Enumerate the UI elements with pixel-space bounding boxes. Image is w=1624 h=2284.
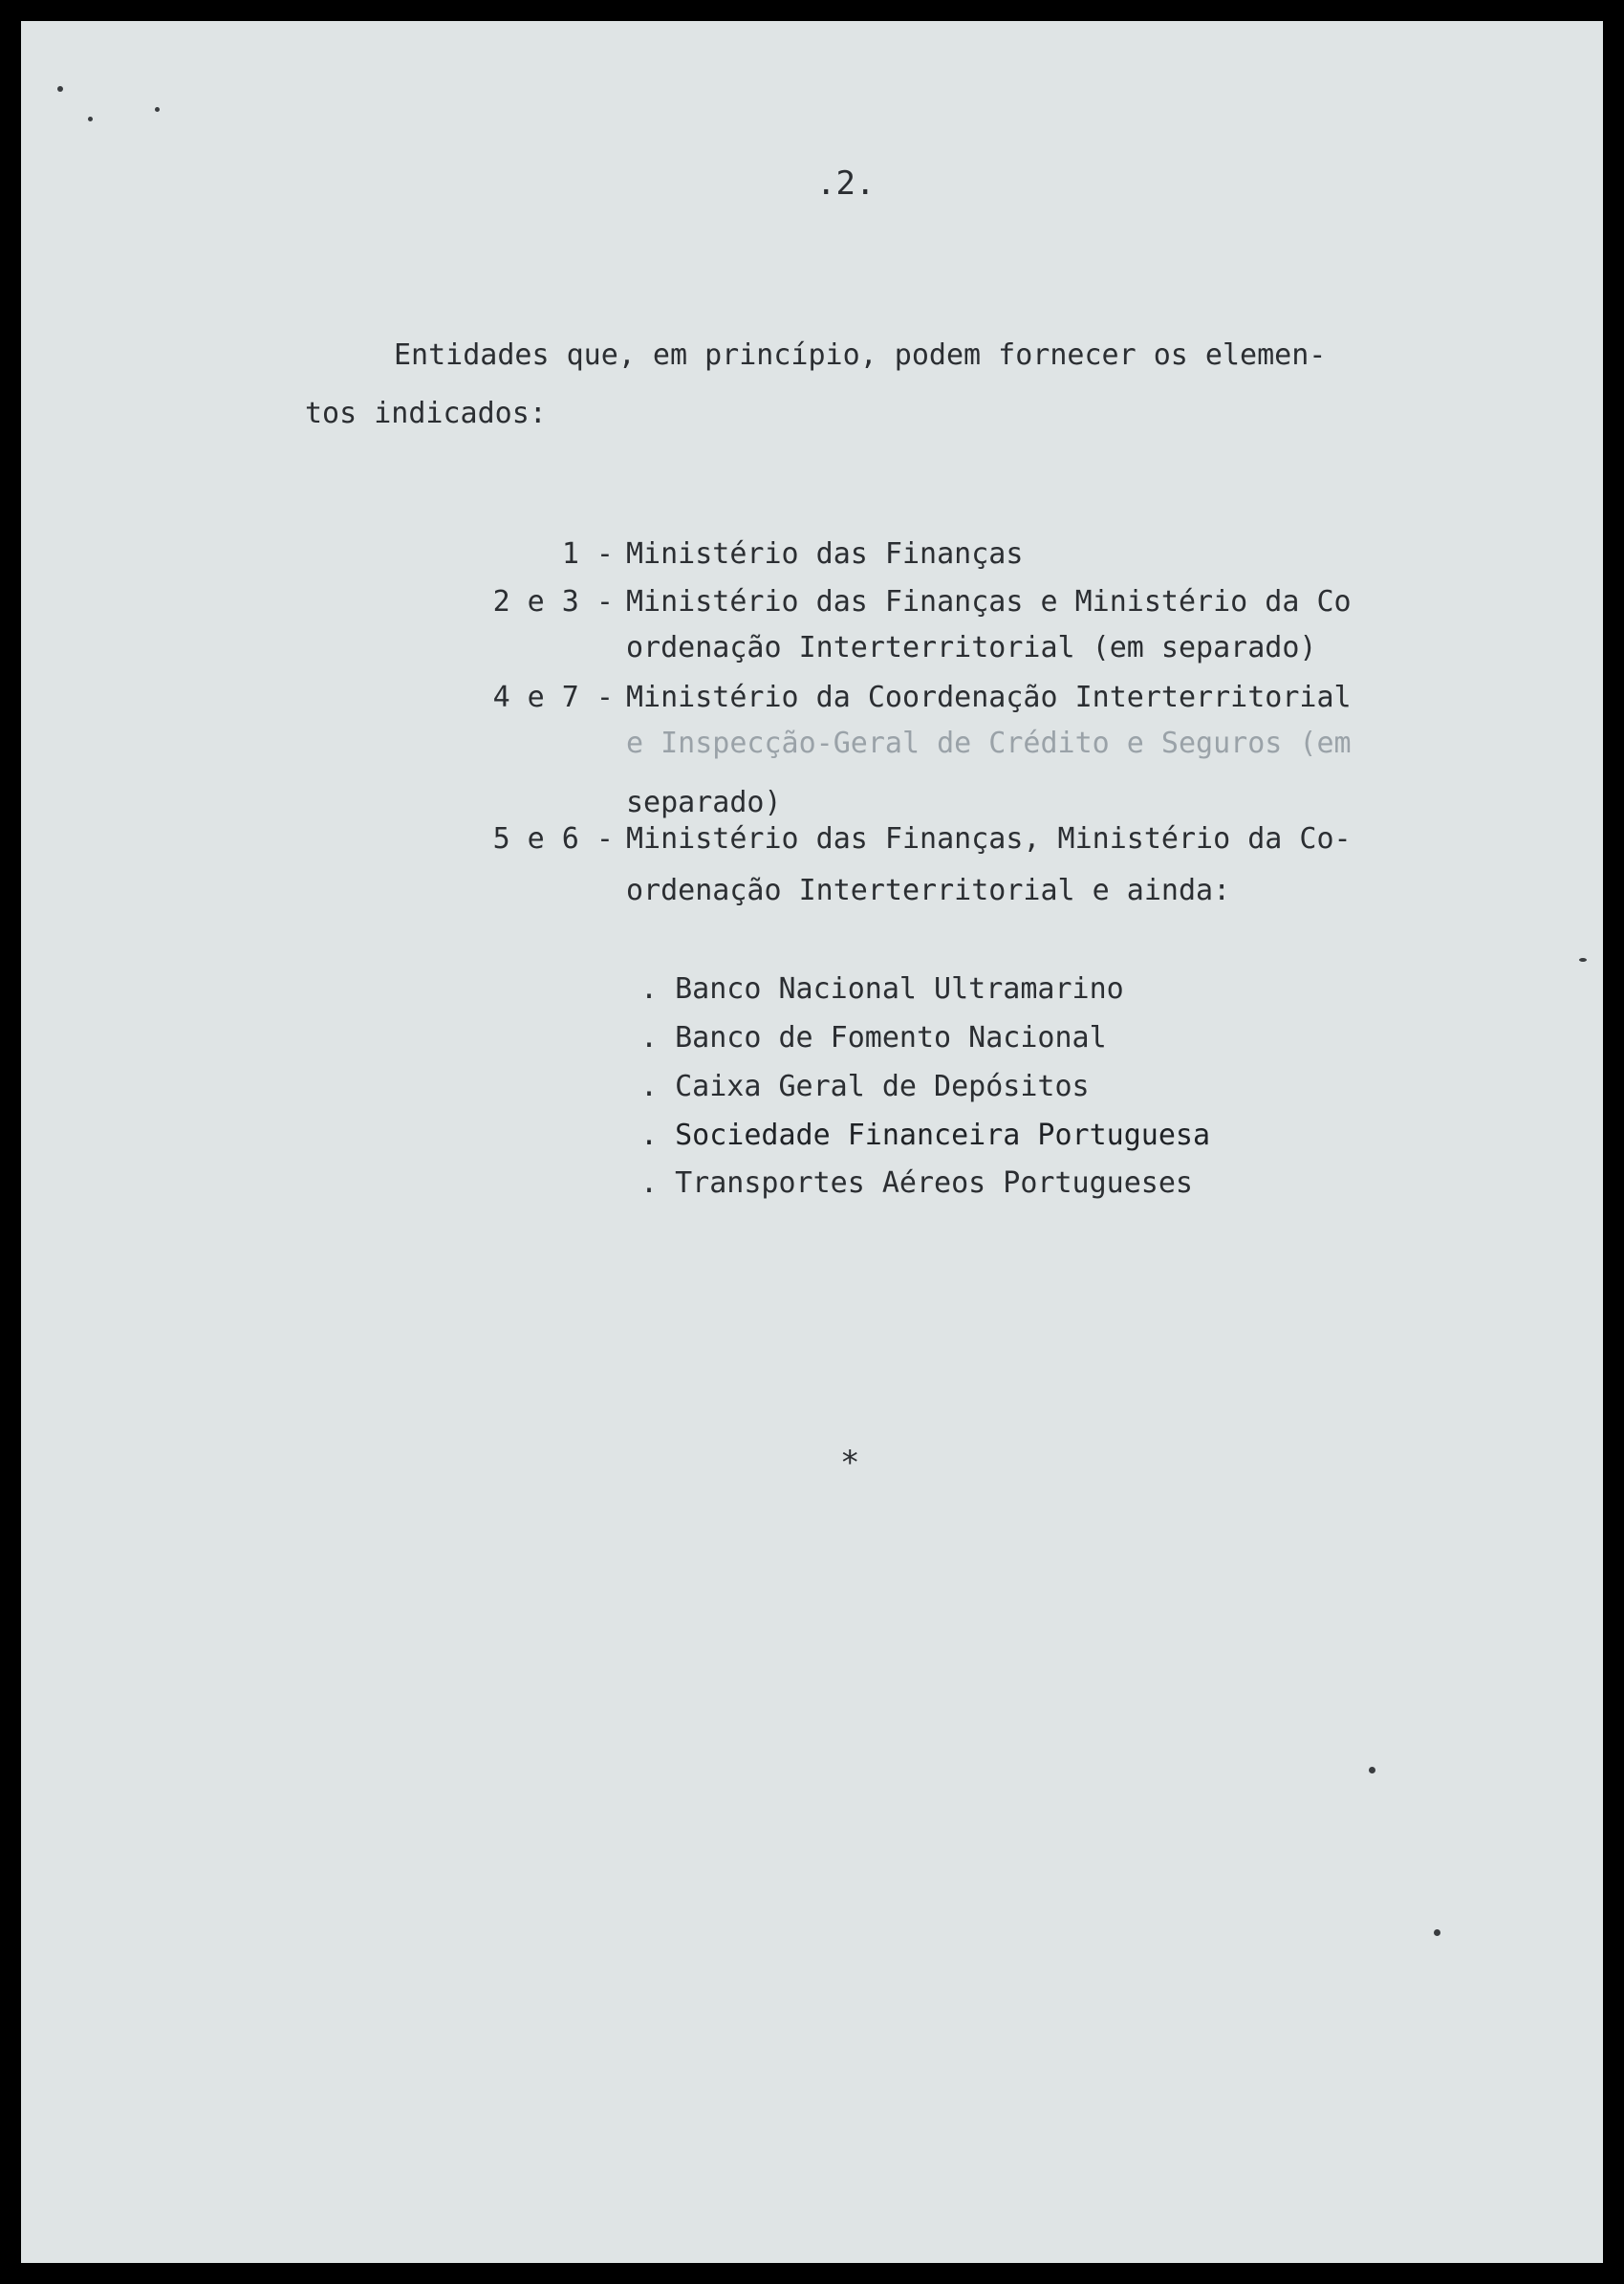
list-text-4-line-1: Ministério das Finanças, Ministério da Co- <box>626 822 1352 856</box>
bullet-item-1: . Banco Nacional Ultramarino <box>640 972 1124 1006</box>
intro-line-2: tos indicados: <box>305 397 547 430</box>
bullet-item-4: . Sociedade Financeira Portuguesa <box>640 1119 1211 1152</box>
intro-line-1: Entidades que, em princípio, podem fornecer os elemen- <box>394 338 1327 372</box>
scan-speck <box>88 117 93 121</box>
bullet-item-5: . Transportes Aéreos Portugueses <box>640 1166 1193 1200</box>
end-mark: * <box>840 1444 860 1482</box>
document-page <box>21 21 1603 2263</box>
scan-speck <box>1579 958 1587 962</box>
bullet-item-2: . Banco de Fomento Nacional <box>640 1021 1107 1055</box>
list-text-3-line-1: Ministério da Coordenação Interterritorial <box>626 681 1352 714</box>
list-number-4: 5 e 6 - <box>492 822 614 856</box>
list-text-2-line-1: Ministério das Finanças e Ministério da Co <box>626 585 1352 619</box>
list-text-2-line-2: ordenação Interterritorial (em separado) <box>626 631 1317 664</box>
list-number-2: 2 e 3 - <box>492 585 614 619</box>
list-number-3: 4 e 7 - <box>492 681 614 714</box>
page-number: .2. <box>816 164 876 203</box>
scan-speck <box>1369 1767 1375 1773</box>
list-text-4-line-2: ordenação Interterritorial e ainda: <box>626 874 1231 907</box>
scan-speck <box>155 107 160 112</box>
bullet-item-3: . Caixa Geral de Depósitos <box>640 1070 1090 1103</box>
list-text-1-line-1: Ministério das Finanças <box>626 537 1024 571</box>
list-text-3-line-2: e Inspecção-Geral de Crédito e Seguros (em <box>626 727 1352 760</box>
list-number-1: 1 - <box>561 537 614 571</box>
scan-speck <box>57 86 63 92</box>
list-text-3-line-3: separado) <box>626 786 782 819</box>
scan-speck <box>1434 1929 1440 1936</box>
